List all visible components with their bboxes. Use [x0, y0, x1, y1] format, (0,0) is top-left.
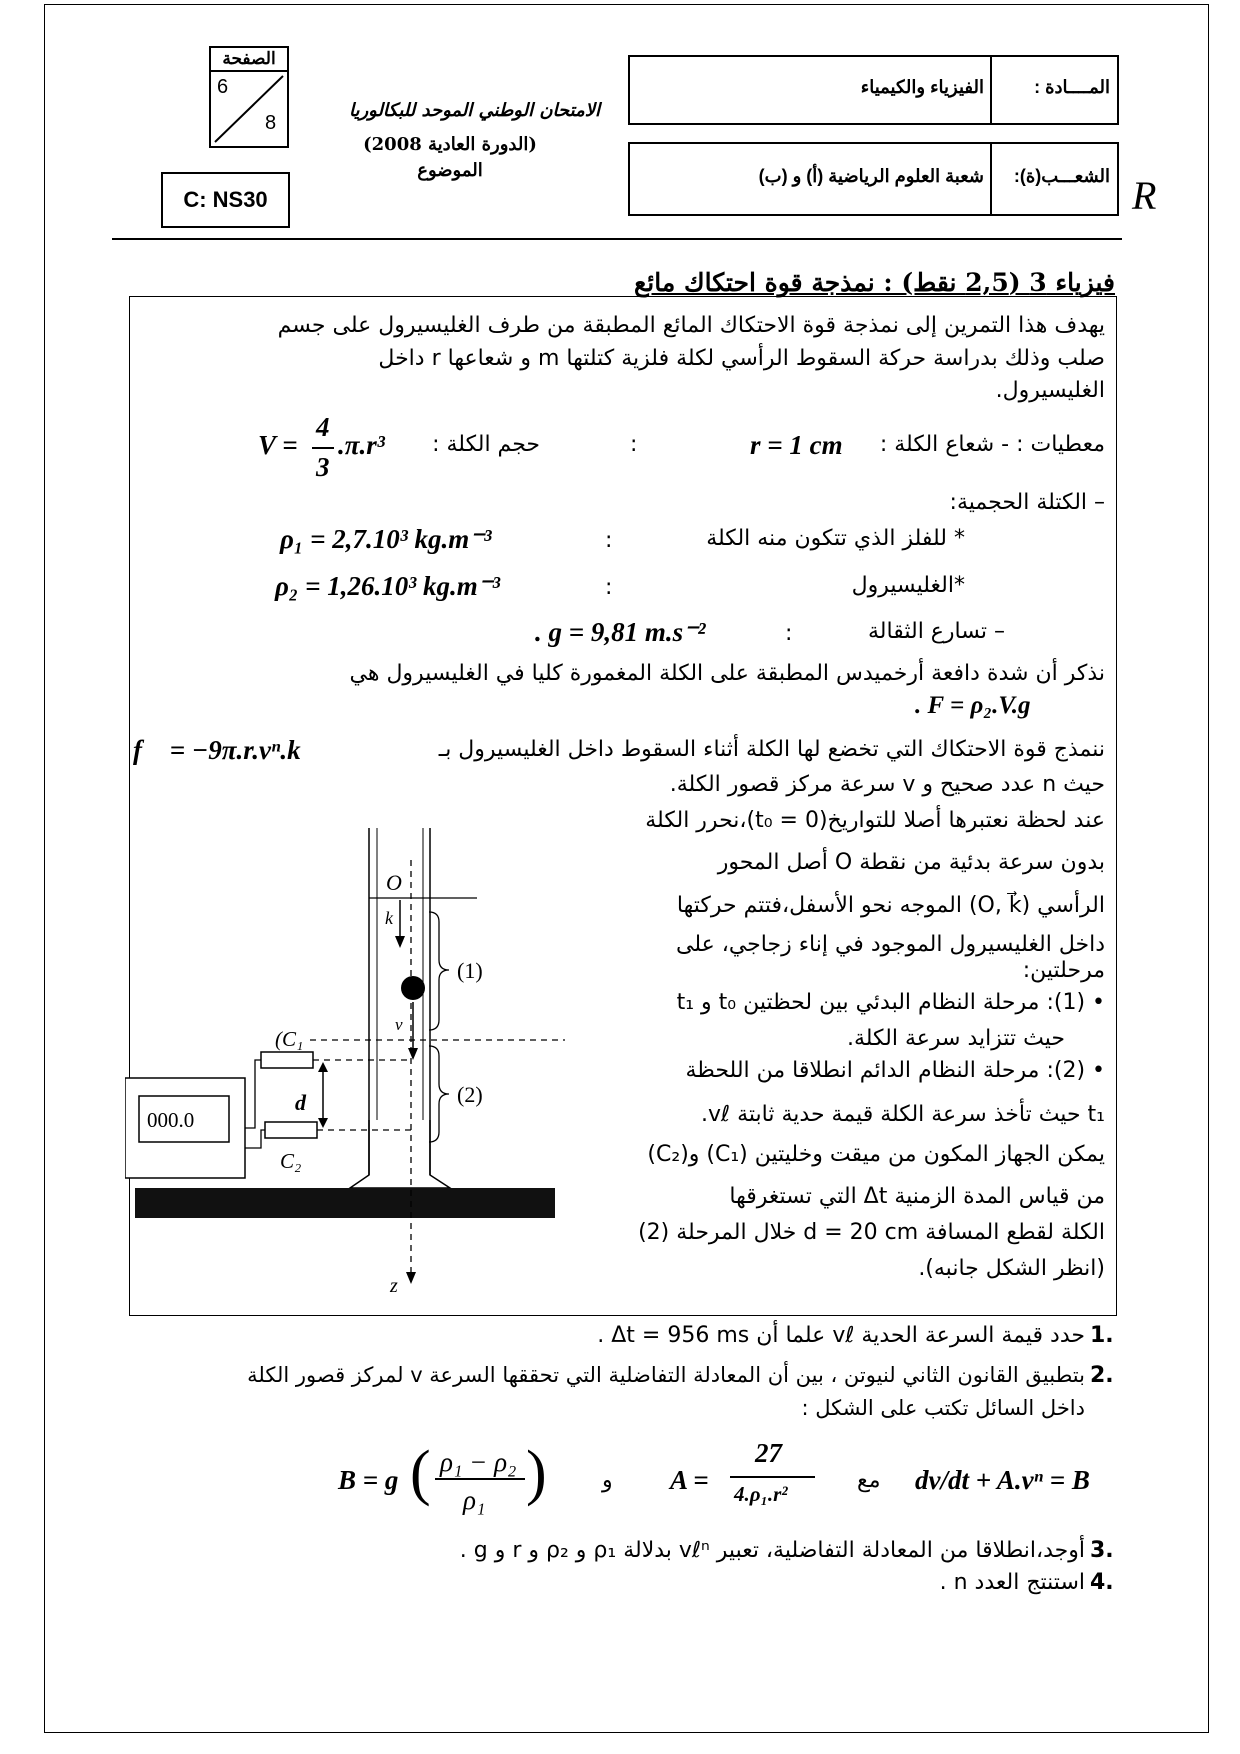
archimedes-formula: . F = ρ₂.V.g	[915, 692, 1031, 719]
label-phase1: (1)	[457, 958, 483, 983]
volume-fraction-bar	[312, 447, 334, 449]
q4-text: استنتج العدد n .	[939, 1570, 1085, 1595]
glycerol-label: *الغليسيرول	[851, 573, 965, 598]
volume-den: 3	[316, 452, 330, 482]
page-border-left	[44, 4, 45, 1732]
eq-B-paren-left: (	[410, 1439, 431, 1507]
volume-rhs: .π.r³	[338, 430, 385, 460]
margin-mark: R	[1132, 173, 1157, 218]
exam-title: الامتحان الوطني الموحد للبكالوريا	[348, 100, 600, 121]
exercise-title: فيزياء 3 (2,5 نقط) : نمذجة قوة احتكاك مائع	[634, 268, 1115, 297]
eq-with: مع	[857, 1468, 881, 1493]
table	[135, 1188, 555, 1218]
archimedes-line-1: نذكر أن شدة دافعة أرخميدس المطبقة على الكلة المغمورة كليا في الغليسيرول هي	[349, 661, 1105, 686]
release-line-2: بدون سرعة بدئية من نقطة O أصل المحور	[717, 850, 1105, 875]
page-border-bottom	[44, 1732, 1209, 1733]
exam-subject-word: الموضوع	[417, 160, 483, 181]
matiere-value: الفيزياء والكيمياء	[860, 77, 984, 97]
colon-2: :	[605, 528, 613, 553]
model-formula: f⃗ = −9π.r.vⁿ.k⃗	[133, 735, 322, 765]
page-border-top	[44, 4, 1209, 5]
release-line-3: الرأسي (O, k⃗) الموجه نحو الأسفل،فتتم حركتها	[676, 893, 1105, 918]
colon-3: :	[605, 575, 613, 600]
page-label: الصفحة	[211, 48, 287, 72]
chrono-display: 000.0	[147, 1108, 195, 1132]
volume-lhs: V =	[258, 430, 298, 460]
phase1-line-b: حيث تتزايد سرعة الكلة.	[846, 1026, 1065, 1051]
device-line-1: يمكن الجهاز المكون من ميقت وخليتين (C₁) و(C₂)	[647, 1142, 1105, 1167]
brace-phase1	[429, 912, 449, 1030]
q2-text-2: داخل السائل تكتب على الشكل :	[801, 1396, 1085, 1420]
z-axis-arrow	[406, 1272, 416, 1284]
device-line-3: الكلة لقطع المسافة d = 20 cm خلال المرحلة (2)	[638, 1220, 1105, 1245]
page-border-right	[1208, 4, 1209, 1732]
label-O: O	[386, 870, 402, 895]
intro-line-3: الغليسيرول.	[995, 378, 1105, 403]
model-line-1: ننمذج قوة الاحتكاك التي تخضع لها الكلة أثناء السقوط داخل الغليسيرول بـ	[438, 737, 1105, 762]
eq-B-bar	[435, 1478, 525, 1480]
label-v: v⃗	[395, 1015, 416, 1034]
rho2-value: ρ₂ = 1,26.10³ kg.m⁻³	[275, 571, 501, 601]
metal-label: * للفلز الذي تتكون منه الكلة	[706, 526, 965, 551]
experiment-figure	[125, 820, 565, 1305]
q2-text-1: بتطبيق القانون الثاني لنيوتن ، بين أن المعادلة التفاضلية التي تحققها السرعة v لمركز قصور الكلة	[247, 1363, 1085, 1387]
page-current: 6	[217, 76, 229, 98]
label-phase2: (2)	[457, 1082, 483, 1107]
q3-text: أوجد،انطلاقا من المعادلة التفاضلية، تعبير vℓⁿ بدلالة ρ₁ و ρ₂ و r و g .	[459, 1538, 1085, 1563]
eq-B-den: ρ₁	[463, 1485, 486, 1515]
exam-code: C: NS30	[161, 172, 290, 228]
phase2-line-a: • (2): مرحلة النظام الدائم انطلاقا من اللحظة	[685, 1058, 1105, 1083]
page-number-box	[209, 46, 289, 148]
label-z: z	[390, 1275, 398, 1297]
header-rule	[112, 238, 1122, 240]
filiere-label: الشعـــب(ة):	[1013, 166, 1110, 186]
ball	[401, 976, 425, 1000]
release-line-5: مرحلتين:	[1022, 958, 1105, 983]
eq-A-lhs: A =	[670, 1465, 709, 1495]
intro-line-1: يهدف هذا التمرين إلى نمذجة قوة الاحتكاك المائع المطبقة من طرف الغليسيرول على جسم	[277, 313, 1105, 338]
exam-session: (الدورة العادية 2008)	[363, 134, 537, 155]
q3-number: 3.	[1090, 1538, 1114, 1563]
volume-label: حجم الكلة :	[432, 432, 540, 457]
rho1-value: ρ₁ = 2,7.10³ kg.m⁻³	[280, 524, 492, 554]
brace-phase2	[429, 1046, 449, 1142]
label-k: k⃗	[385, 908, 407, 928]
q4-number: 4.	[1090, 1570, 1114, 1595]
colon-4: :	[785, 621, 793, 646]
filiere-box	[628, 142, 1119, 216]
q1-text: حدد قيمة السرعة الحدية vℓ علما أن Δt = 956 ms .	[597, 1323, 1085, 1348]
model-line-2: حيث n عدد صحيح و v سرعة مركز قصور الكلة.	[669, 772, 1105, 797]
q1-number: 1.	[1090, 1323, 1114, 1348]
label-C1: (C₁	[275, 1027, 304, 1051]
phase2-line-b: t₁ حيث تأخذ سرعة الكلة قيمة حدية ثابتة vℓ.	[701, 1102, 1105, 1127]
device-line-4: (انظر الشكل جانبه).	[918, 1256, 1105, 1281]
gravity-value: . g = 9,81 m.s⁻²	[535, 617, 706, 647]
eq-B-paren-right: )	[526, 1439, 547, 1507]
eq-A-num: 27	[755, 1438, 782, 1468]
phase1-line-a: • (1): مرحلة النظام البدئي بين لحظتين t₀ و t₁	[676, 990, 1105, 1015]
filiere-value: شعبة العلوم الرياضية (أ) و (ب)	[758, 166, 984, 186]
sensor-c1	[261, 1052, 313, 1068]
gravity-label: – تسارع الثقالة	[868, 619, 1005, 644]
release-line-1: عند لحظة نعتبرها أصلا للتواريخ(t₀ = 0)،نحرر الكلة	[645, 808, 1105, 833]
density-label: – الكتلة الحجمية:	[949, 490, 1105, 515]
givens-label: معطيات : - شعاع الكلة :	[879, 432, 1105, 457]
device-line-2: من قياس المدة الزمنية Δt التي تستغرقها	[729, 1184, 1105, 1209]
matiere-label: المــــادة :	[1034, 77, 1110, 97]
page-total: 8	[265, 112, 277, 134]
label-d: d	[295, 1090, 306, 1115]
eq-A-bar	[730, 1476, 815, 1478]
matiere-box	[628, 55, 1119, 125]
label-C2: C₂	[280, 1149, 302, 1173]
eq-A-den: 4.ρ₁.r²	[734, 1482, 788, 1506]
release-line-4: داخل الغليسيرول الموجود في إناء زجاجي، على	[676, 932, 1105, 957]
eq-B-num: ρ₁ − ρ₂	[440, 1447, 517, 1477]
colon-1: :	[630, 432, 638, 457]
volume-num: 4	[316, 412, 330, 442]
eq-main: dv/dt + A.vⁿ = B	[915, 1465, 1090, 1495]
intro-line-2: صلب وذلك بدراسة حركة السقوط الرأسي لكلة فلزية كتلتها m و شعاعها r داخل	[378, 346, 1105, 371]
q2-number: 2.	[1090, 1363, 1114, 1388]
eq-B-lhs: B = g	[338, 1465, 399, 1495]
eq-and: و	[602, 1468, 613, 1493]
radius-value: r = 1 cm	[750, 430, 843, 460]
sensor-c2	[265, 1122, 317, 1138]
